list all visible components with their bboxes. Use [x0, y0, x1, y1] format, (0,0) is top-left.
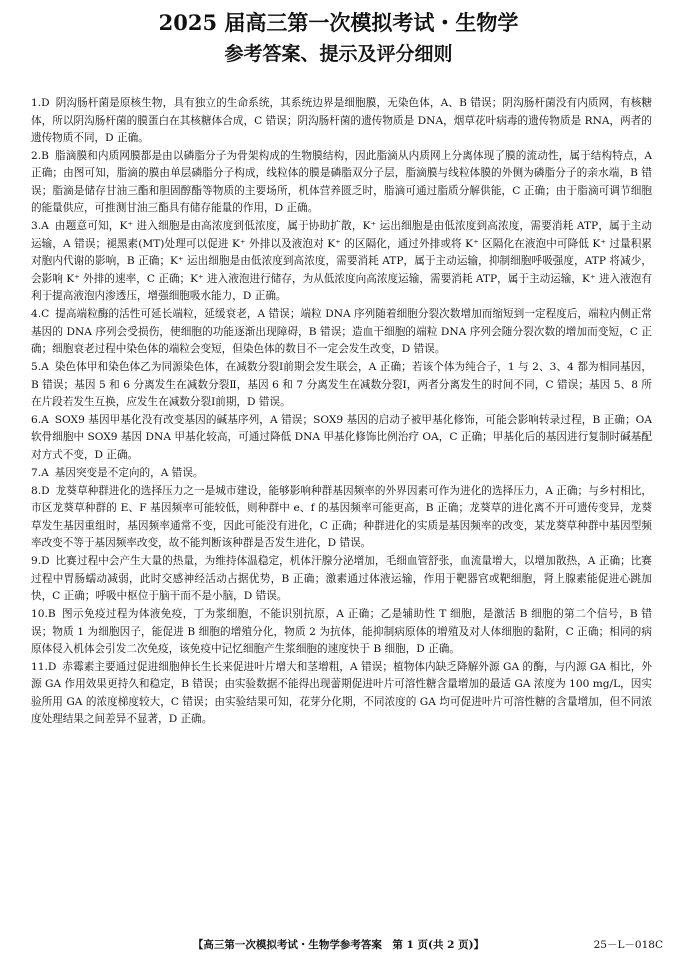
- item-explanation: 基因突变是不定向的，A 错误。: [54, 466, 204, 479]
- item-answer: D: [41, 97, 50, 109]
- item-number: 7.: [31, 466, 42, 479]
- item-explanation: 由题意可知，K⁺ 进入细胞是由高浓度到低浓度，属于协助扩散，K⁺ 运出细胞是由低浓度到高浓度，需要消耗 ATP，属于主动运输，A 错误；褪黑素(MT)处理可以促进 K⁺ 外排以及液泡对 K⁺ 的区隔化，通过外排或将 K⁺ 区隔化在液泡中可降低 K⁺ 过量积累对胞内代谢的影响，B 正确；K⁺ 运出细胞是由低浓度到高浓度，需要消耗 ATP，属于主动运输，抑制细胞呼吸强度，ATP 将减少，会影响 K⁺ 外排的速率，C 正确；K⁺ 进入液泡进行储存，为从低浓度向高浓度运输，需要消耗 ATP，属于主动运输，K⁺ 进入液泡有利于提高液泡内渗透压，增强细胞吸水能力，D 正确。: [31, 220, 653, 303]
- item-explanation: 赤霉素主要通过促进细胞伸长生长来促进叶片增大和茎增粗，A 错误；植物体内缺乏降解外源 GA 的酶，与内源 GA 相比，外源 GA 作用效果更持久和稳定，B 错误；由实验数据不能得出现蕾期促进叶片可溶性糖含量增加的最适 GA 浓度为 100 mg/L，因实验所用 GA 的浓度梯度较大，C 错误；由实验结果可知，花芽分化期，不同浓度的 GA 均可促进叶片可溶性糖的含量增加，但不同浓度处理结果之间差异不显著，D 正确。: [31, 660, 652, 726]
- answer-item-4: [31, 306, 652, 359]
- item-answer: D: [47, 660, 57, 673]
- item-explanation: 脂滴膜和内质网膜都是由以磷脂分子为骨架构成的生物膜结构，因此脂滴从内质网上分离体现了膜的流动性，属于结构特点，A 正确；由图可知，脂滴的膜由单层磷脂分子构成，线粒体的膜是磷脂双分子层，脂滴膜与线粒体膜的外侧为磷脂分子的亲水端，B 错误；脂滴是储存甘油三酯和胆固醇酯等物质的主要场所，机体营养匮乏时，脂滴可通过脂质分解供能，C 正确；由于脂滴可调节细胞的能量供应，可推测甘油三酯具有储存能量的作用，D 正确。: [31, 149, 652, 215]
- item-answer: A: [41, 466, 49, 479]
- item-explanation: 染色体甲和染色体乙为同源染色体，在减数分裂Ⅰ前期会发生联会，A 正确；若该个体为纯合子，1 与 2、3、4 都为相同基因，B 错误；基因 5 和 6 分离发生在减数分裂Ⅱ，基因 6 和 7 分离发生在减数分裂Ⅰ，两者分离发生的时间不同，C 错误；基因 5、8 所在片段若发生互换，应发生在减数分裂Ⅰ前期，D 错误。: [31, 361, 652, 409]
- item-number: 8.: [31, 484, 42, 497]
- item-explanation: 比赛过程中会产生大量的热量，为维持体温稳定，机体汗腺分泌增加，毛细血管舒张，血流量增大，以增加散热，A 正确；比赛过程中胃肠蠕动减弱，此时交感神经活动占据优势，B 正确；激素通过体液运输，作用于靶器官或靶细胞，肾上腺素能促进心跳加快，C 正确；呼吸中枢位于脑干而不是小脑，D 错误。: [31, 555, 652, 603]
- item-number: 5.: [31, 361, 42, 374]
- answer-item-8: [31, 483, 652, 553]
- item-explanation: 图示免疫过程为体液免疫，丁为浆细胞，不能识别抗原，A 正确；乙是辅助性 T 细胞，是激活 B 细胞的第二个信号，B 错误；物质 1 为细胞因子，能促进 B 细胞的增殖分化，物质 2 为抗体，能抑制病原体的增殖及对人体细胞的黏附，C 正确；相同的病原体侵入机体会引发二次免疫，该免疫中记忆细胞产生浆细胞的速度快于 B 细胞，D 正确。: [31, 608, 652, 656]
- item-number: 2.: [31, 149, 42, 162]
- item-explanation: 提高端粒酶的活性可延长端粒，延缓衰老，A 错误；端粒 DNA 序列随着细胞分裂次数增加而缩短到一定程度后，端粒内侧正常基因的 DNA 序列会受损伤，使细胞的功能逐渐出现障碍，B 错误；造血干细胞的端粒 DNA 序列会随分裂次数的增加而变短，C 正确；细胞衰老过程中染色体的端粒会变短，但染色体的数目不一定会发生改变，D 错误。: [31, 308, 652, 356]
- item-number: 9.: [31, 555, 42, 568]
- item-answer: B: [47, 608, 56, 621]
- answer-item-5: [31, 359, 652, 412]
- answer-item-7: [31, 465, 652, 483]
- answer-item-6: [31, 412, 652, 465]
- item-explanation: 阴沟肠杆菌是原核生物，具有独立的生命系统，其系统边界是细胞膜，无染色体，A、B 错误；阴沟肠杆菌没有内质网，有核糖体，所以阴沟肠杆菌的膜蛋白在其核糖体合成，C 错误；阴沟肠杆菌的遗传物质是 DNA，烟草花叶病毒的遗传物质是 RNA，两者的遗传物质不同，D 正确。: [31, 97, 652, 144]
- answer-item-10: [31, 606, 652, 659]
- answer-list: [31, 95, 652, 729]
- item-answer: D: [41, 484, 50, 497]
- page-footer: [0, 936, 677, 954]
- item-number: 4.: [31, 308, 42, 321]
- item-number: 11.: [31, 660, 48, 673]
- page-title: 2025 届高三第一次模拟考试・生物学: [158, 10, 519, 35]
- answer-item-11: [31, 659, 652, 729]
- answer-item-2: [31, 148, 652, 218]
- item-answer: C: [41, 308, 50, 321]
- item-answer: A: [41, 361, 49, 374]
- item-answer: A: [41, 413, 49, 426]
- answer-item-1: [31, 95, 652, 148]
- footer-code: 25－L－018C: [593, 939, 663, 951]
- item-answer: B: [41, 149, 49, 162]
- item-answer: D: [41, 555, 50, 568]
- item-number: 10.: [31, 608, 48, 621]
- item-number: 3.: [31, 220, 42, 233]
- footer-page-info: 【高三第一次模拟考试・生物学参考答案 第 1 页(共 2 页)】: [192, 939, 485, 951]
- item-explanation: SOX9 基因甲基化没有改变基因的碱基序列，A 错误；SOX9 基因的启动子被甲基化修饰，可能会影响转录过程，B 正确；OA 软骨细胞中 SOX9 基因 DNA 甲基化较高，可通过降低 DNA 甲基化修饰比例治疗 OA，C 正确；甲基化后的基因进行复制时碱基配对方式不变，D 正确。: [31, 413, 652, 461]
- answer-item-9: [31, 553, 652, 606]
- item-answer: A: [41, 220, 49, 233]
- item-number: 6.: [31, 413, 42, 426]
- page-subtitle: 参考答案、提示及评分细则: [224, 43, 453, 65]
- answer-item-3: [31, 218, 652, 306]
- item-explanation: 龙葵草种群进化的选择压力之一是城市建设，能够影响种群基因频率的外界因素可作为进化的选择压力，A 正确；与乡村相比，市区龙葵草种群的 E、F 基因频率可能较低，则种群中 e、f 的基因频率可能更高，B 正确；龙葵草的进化离不开可遗传变异，龙葵草发生基因重组时，基因频率通常不变，因此可能没有进化，C 正确；种群进化的实质是基因频率的改变，某龙葵草种群中基因型频率改变不等于基因频率改变，故不能判断该种群是否发生进化，D 错误。: [31, 484, 652, 550]
- item-number: 1.: [31, 97, 42, 109]
